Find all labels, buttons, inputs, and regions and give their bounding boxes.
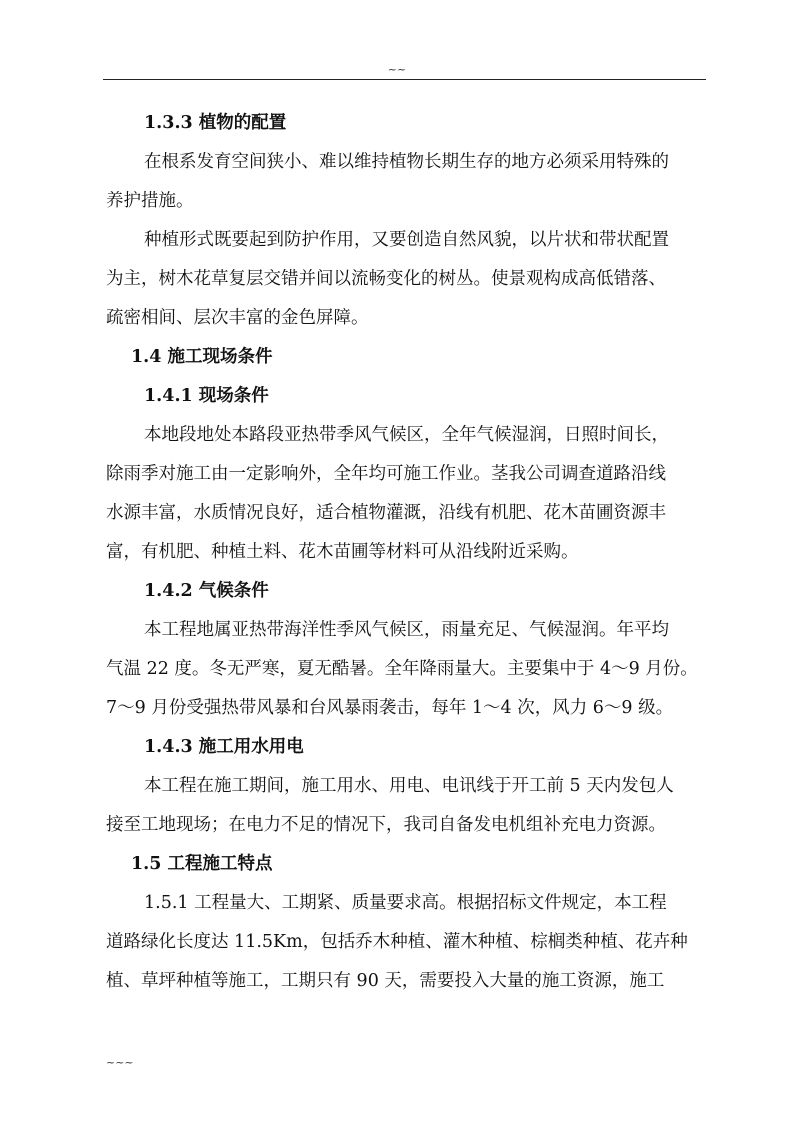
body-text-line: 种植形式既要起到防护作用，又要创造自然风貌，以片状和带状配置 xyxy=(144,230,669,250)
body-text-line: 本工程在施工期间，施工用水、用电、电讯线于开工前 5 天内发包人 xyxy=(144,776,674,796)
body-text-line: 在根系发育空间狭小、难以维持植物长期生存的地方必须采用特殊的 xyxy=(144,152,669,172)
body-text-line: 为主，树木花草复层交错并间以流畅变化的树丛。使景观构成高低错落、 xyxy=(106,269,666,289)
body-text-line: 除雨季对施工由一定影响外，全年均可施工作业。茎我公司调查道路沿线 xyxy=(106,464,666,484)
section-heading: 1.4.2 气候条件 xyxy=(144,581,269,601)
page-header-mark: ~~ xyxy=(387,63,407,76)
section-heading: 1.4 施工现场条件 xyxy=(131,347,273,367)
document-body xyxy=(106,104,704,1001)
body-text-line: 植、草坪种植等施工，工期只有 90 天，需要投入大量的施工资源，施工 xyxy=(106,971,665,991)
body-text-line: 道路绿化长度达 11.5Km，包括乔木种植、灌木种植、棕榈类种植、花卉种 xyxy=(106,932,688,952)
body-text-line: 接至工地现场；在电力不足的情况下，我司自备发电机组补充电力资源。 xyxy=(106,815,666,835)
section-heading: 1.4.1 现场条件 xyxy=(144,386,269,406)
body-text-line: 本地段地处本路段亚热带季风气候区，全年气候湿润，日照时间长， xyxy=(144,425,669,445)
body-text-line: 富，有机肥、种植土料、花木苗圃等材料可从沿线附近采购。 xyxy=(106,542,579,562)
section-heading: 1.5 工程施工特点 xyxy=(131,854,273,874)
header-divider xyxy=(103,79,706,80)
section-heading: 1.4.3 施工用水用电 xyxy=(144,737,304,757)
section-heading: 1.3.3 植物的配置 xyxy=(144,113,287,133)
body-text-line: 1.5.1 工程量大、工期紧、质量要求高。根据招标文件规定，本工程 xyxy=(144,893,667,913)
body-text-line: 疏密相间、层次丰富的金色屏障。 xyxy=(106,308,369,328)
body-text-line: 养护措施。 xyxy=(106,191,194,211)
body-text-line: 水源丰富，水质情况良好，适合植物灌溉，沿线有机肥、花木苗圃资源丰 xyxy=(106,503,666,523)
body-text-line: 7～9 月份受强热带风暴和台风暴雨袭击，每年 1～4 次，风力 6～9 级。 xyxy=(106,698,674,718)
body-text-line: 本工程地属亚热带海洋性季风气候区，雨量充足、气候湿润。年平均 xyxy=(144,620,669,640)
body-text-line: 气温 22 度。冬无严寒，夏无酷暑。全年降雨量大。主要集中于 4～9 月份。 xyxy=(106,659,698,679)
page-footer-mark: ~~~ xyxy=(106,1056,134,1069)
